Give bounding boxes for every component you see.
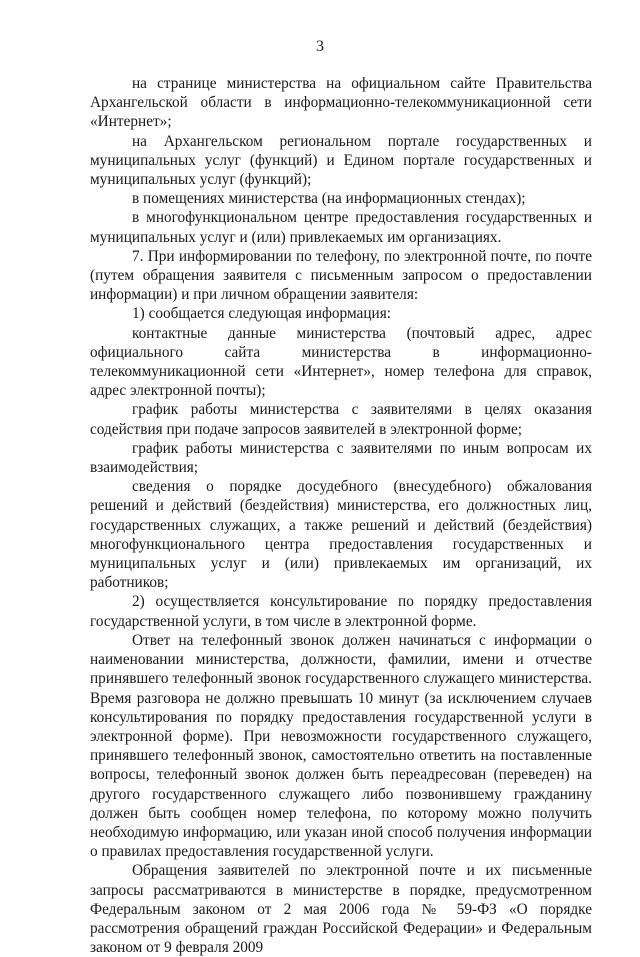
paragraph: 1) сообщается следующая информация: <box>132 305 391 323</box>
paragraph: график работы министерства с заявителями в целях оказания содействия при подаче запросов заявителей в электронной форме; <box>90 401 592 438</box>
paragraph: 2) осуществляется консультирование по порядку предоставления государственной услуги, в том числе в электронной форме. <box>90 593 592 630</box>
document-body <box>90 74 592 957</box>
paragraph: Обращения заявителей по электронной почте и их письменные запросы рассматриваются в министерстве в порядке, предусмотренном Федеральным законом от 2 мая 2006 года № 59-ФЗ «О порядке рассмотрения обращений граждан Российской Федерации» и Федеральным законом от 9 февраля 2009 <box>90 862 592 957</box>
paragraph: на странице министерства на официальном сайте Правительства Архангельской области в информационно-телекоммуникационной сети «Интернет»; <box>90 75 592 131</box>
paragraph: на Архангельском региональном портале государственных и муниципальных услуг (функций) и Едином портале государственных и муниципальных услуг (функций); <box>90 132 592 189</box>
paragraph: Ответ на телефонный звонок должен начинаться с информации о наименовании министерства, должности, фамилии, имени и отчестве принявшего телефонный звонок государственного служащего министерства. Время разговора не должно превышать 10 минут (за исключением случаев консультирования по порядку предоставления государственной услуги в электронной форме). При невозможности государственного служащего, принявшего телефонный звонок, самостоятельно ответить на поставленные вопросы, телефонный звонок должен быть переадресован (переведен) на другого государственного служащего либо позвонившему гражданину должен быть сообщен номер телефона, по которому можно получить необходимую информацию, или указан иной способ получения информации о правилах предоставления государственной услуги. <box>90 631 592 861</box>
paragraph: график работы министерства с заявителями по иным вопросам их взаимодействия; <box>90 439 592 477</box>
paragraph: сведения о порядке досудебного (внесудебного) обжалования решений и действий (бездействия) министерства, его должностных лиц, государственных служащих, а также решений и действий (бездействия) многофункционального центра предоставления государственных и муниципальных услуг и (или) привлекаемых им организаций, их работников; <box>90 478 592 592</box>
paragraph: 7. При информировании по телефону, по электронной почте, по почте (путем обращения заявителя с письменным запросом о предоставлении информации) и при личном обращении заявителя: <box>90 247 592 304</box>
paragraph: в многофункциональном центре предоставления государственных и муниципальных услуг и (или) привлекаемых им организациях. <box>90 209 592 246</box>
page-number: 3 <box>316 38 324 55</box>
paragraph: в помещениях министерства (на информационных стендах); <box>132 190 526 208</box>
paragraph: контактные данные министерства (почтовый адрес, адрес официального сайта министерства в информационно-телекоммуникационной сети «Интернет», номер телефона для справок, адрес электронной почты); <box>90 324 592 400</box>
